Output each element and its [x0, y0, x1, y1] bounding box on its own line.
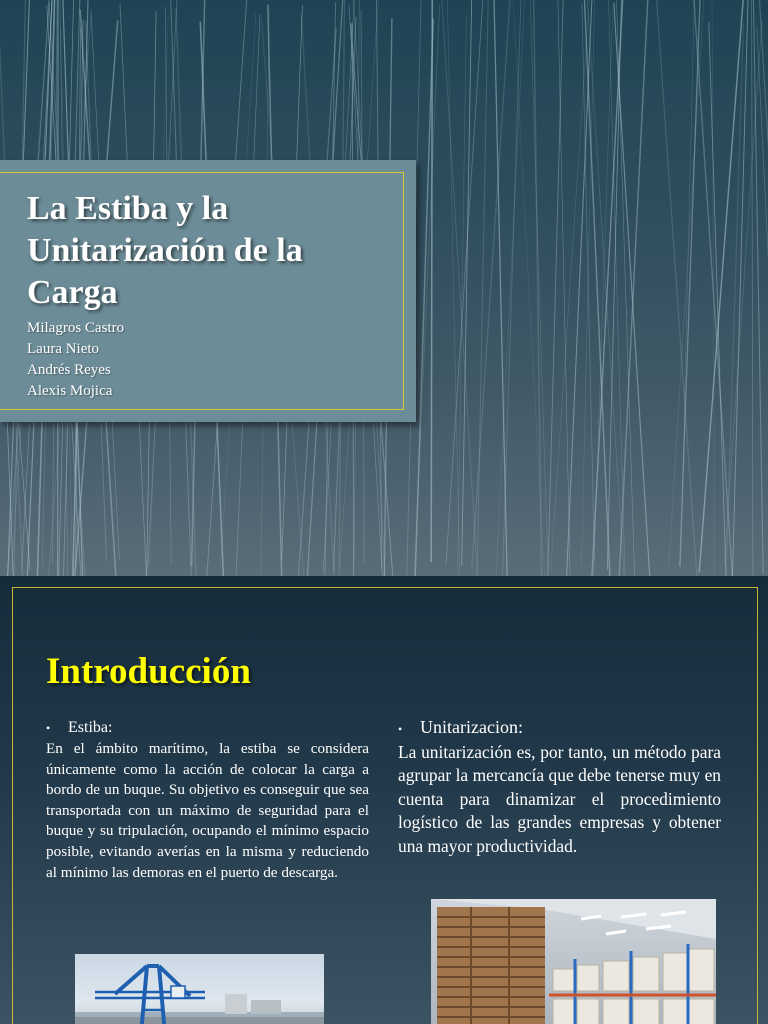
bullet-item — [46, 718, 369, 738]
unitarizacion-paragraph: La unitarización es, por tanto, un método para agrupar la mercancía que debe tenerse muy en cuenta para dinamizar el procedimiento logístico de las grandes empresas y obtener una mayor productividad. — [398, 742, 721, 856]
estiba-paragraph: En el ámbito marítimo, la estiba se considera únicamente como la acción de colocar la carga a bordo de un buque. Su objetivo es conseguir que sea transportada con un máximo de seguridad para el buque y su tripulación, ocupando el mínimo espacio posible, evitando averías en la misma y reduciendo al mínimo las demoras en el puerto de descarga. — [46, 740, 369, 881]
author-name: Andrés Reyes — [27, 362, 111, 378]
unitarizacion-column — [398, 716, 721, 858]
estiba-column — [46, 718, 369, 883]
pallets-icon — [431, 899, 716, 1024]
bullet-icon: • — [46, 721, 51, 735]
warehouse-pallets-image — [431, 899, 716, 1024]
title-card — [0, 160, 416, 422]
introduction-slide — [0, 576, 768, 1024]
author-name: Laura Nieto — [27, 341, 100, 357]
author-name: Alexis Mojica — [27, 383, 113, 399]
bullet-label-estiba: Estiba: — [68, 719, 113, 736]
bullet-icon: • — [398, 722, 403, 736]
port-crane-image — [75, 954, 324, 1024]
bullet-item — [398, 716, 721, 738]
author-name: Milagros Castro — [27, 320, 125, 336]
presentation-title: La Estiba y la Unitarización de la Carga — [27, 190, 303, 311]
bullet-label-unitarizacion: Unitarizacion: — [420, 717, 523, 737]
section-title: Introducción — [46, 651, 251, 692]
crane-icon — [75, 954, 324, 1024]
author-list — [27, 318, 124, 402]
